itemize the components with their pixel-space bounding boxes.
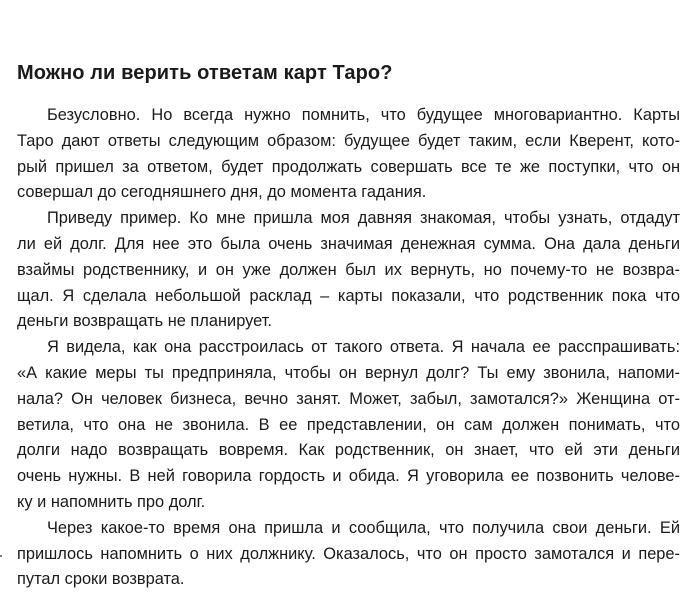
text-line: ветила, что она не звонила. В ее представлении, он сам должен понимать, что — [17, 415, 680, 434]
text-line: «А какие меры ты предприняла, чтобы он вернул долг? Ты ему звонила, напоми- — [17, 363, 680, 382]
text-line: Через какое-то время она пришла и сообщила, что получила свои деньги. Ей — [47, 518, 680, 537]
text-line: Таро дают ответы следующим образом: будущее будет таким, если Кверент, кото- — [17, 131, 680, 150]
text-line: совершал до сегодняшнего дня, до момента гадания. — [17, 183, 427, 202]
text-line: деньги возвращать не планирует. — [17, 312, 272, 331]
scan-speck — [0, 555, 2, 557]
text-line: ку и напомнить про долг. — [17, 492, 206, 511]
text-line: очень нужны. В ней говорила гордость и обида. Я уговорила ее позвонить челове- — [17, 467, 680, 486]
page-title: Можно ли верить ответам карт Таро? — [17, 62, 393, 84]
text-line: взаймы родственнику, и он уже должен был их вернуть, но почему-то не возвра- — [17, 260, 680, 279]
text-line: долги надо возвращать вовремя. Как родственник, он знает, что ей эти деньги — [17, 441, 680, 460]
text-line: Приведу пример. Ко мне пришла моя давняя знакомая, чтобы узнать, отдадут — [47, 209, 680, 228]
text-line: Я видела, как она расстроилась от такого ответа. Я начала ее расспрашивать: — [47, 338, 680, 357]
text-line: Безусловно. Но всегда нужно помнить, что будущее многовариантно. Карты — [47, 106, 680, 124]
text-line: путал сроки возврата. — [17, 570, 185, 589]
text-line: пришлось напомнить о них должнику. Оказалось, что он просто замотался и пере- — [17, 544, 680, 563]
text-line: нала? Он человек бизнеса, вечно занят. Может, забыл, замотался?» Женщина от- — [17, 389, 680, 408]
text-line: щал. Я сделала небольшой расклад – карты показали, что родственник пока что — [17, 286, 680, 305]
article-body — [17, 103, 680, 593]
text-line: рый пришел за ответом, будет продолжать совершать все те же поступки, что он — [17, 157, 680, 176]
text-line: ли ей долг. Для нее это была очень значимая денежная сумма. Она дала деньги — [17, 234, 680, 253]
